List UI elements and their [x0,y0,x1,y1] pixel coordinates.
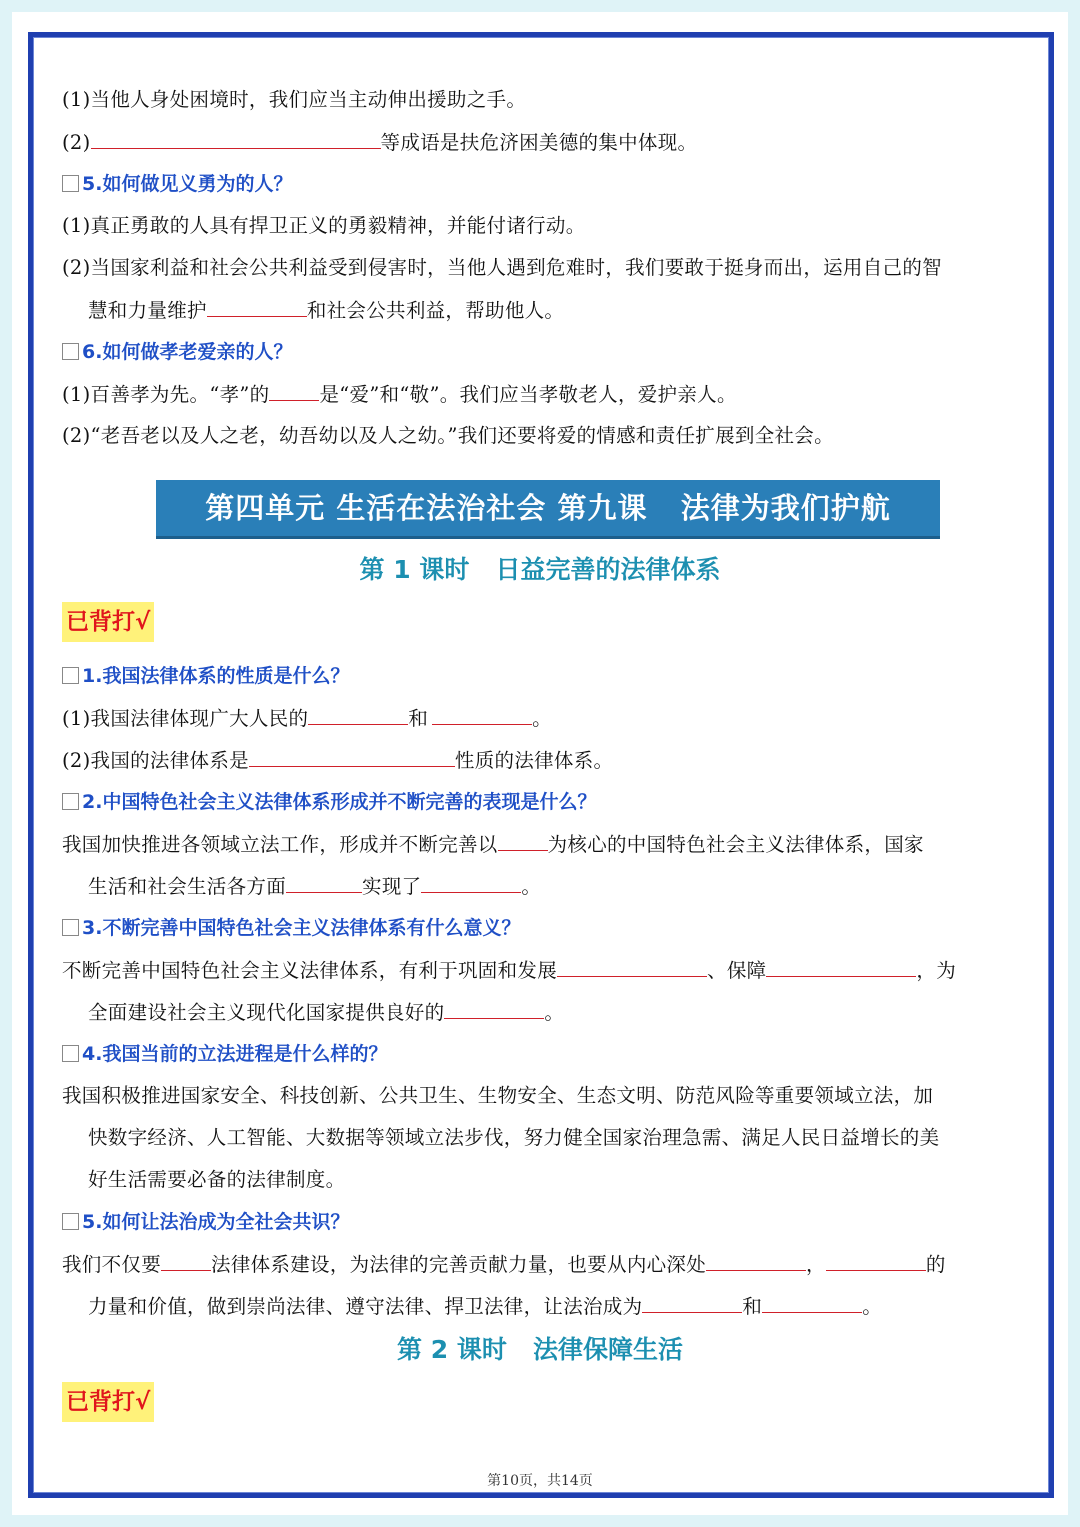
text-line [62,86,526,114]
answer-text: ，为 [916,959,957,982]
page-number: 第10页，共14页 [487,1473,593,1489]
worksheet-page [12,12,1068,1515]
text-line [88,296,564,325]
checkbox[interactable] [62,175,79,192]
answer-text: 我国积极推进国家安全、科技创新、公共卫生、生物安全、生态文明、防范风险等重要领域立法，加 [62,1084,934,1107]
question-text: 6.如何做孝老爱亲的人？ [82,341,293,363]
answer-text: 力量和价值，做到崇尚法律、遵守法律、捍卫法律，让法治成为 [88,1295,643,1318]
question-text: 3.不断完善中国特色社会主义法律体系有什么意义？ [82,917,521,939]
text-line [62,1082,933,1110]
question-heading [62,662,349,690]
answer-text: 我国加快推进各领域立法工作，形成并不断完善以 [62,833,498,856]
fill-blank[interactable] [826,1250,926,1271]
answer-text: (1)真正勇敢的人具有捍卫正义的勇毅精神，并能付诸行动。 [62,214,586,237]
fill-blank[interactable] [762,1292,862,1313]
checkbox[interactable] [62,667,79,684]
text-line [62,380,737,409]
lesson-title: 第 2 课时 法律保障生活 [397,1335,683,1364]
text-line [88,1124,939,1152]
text-line [88,872,541,901]
question-heading [62,170,292,198]
text-line [62,830,924,859]
answer-text: 生活和社会生活各方面 [88,875,287,898]
question-text: 1.我国法律体系的性质是什么？ [82,665,350,687]
question-heading [62,1040,387,1068]
checkbox[interactable] [62,1213,79,1230]
question-text: 4.我国当前的立法进程是什么样的？ [82,1043,388,1065]
answer-text: 慧和力量维护 [88,299,207,322]
fill-blank[interactable] [249,746,455,767]
answer-text: (2)我国的法律体系是 [62,749,249,772]
question-heading [62,1208,349,1236]
answer-text: 不断完善中国特色社会主义法律体系，有利于巩固和发展 [62,959,558,982]
answer-text: 。 [544,1001,565,1024]
fill-blank[interactable] [444,998,544,1019]
question-heading [62,788,596,816]
text-line [62,956,956,985]
checkbox[interactable] [62,919,79,936]
answer-text: 性质的法律体系。 [454,749,614,772]
fill-blank[interactable] [432,704,532,725]
checkbox[interactable] [62,793,79,810]
fill-blank[interactable] [766,956,916,977]
text-line [88,1166,345,1194]
answer-text: (2)当国家利益和社会公共利益受到侵害时，当他人遇到危难时，我们要敢于挺身而出，运用自己的智 [62,256,942,279]
unit-title-banner: 第四单元 生活在法治社会 第九课 法律为我们护航 [156,480,940,539]
answer-text: 全面建设社会主义现代化国家提供良好的 [88,1001,445,1024]
checkbox[interactable] [62,1045,79,1062]
memorized-stamp: 已背打√ [62,602,154,642]
answer-text: 是“爱”和“敬”。我们应当孝敬老人，爱护亲人。 [319,383,737,406]
lesson-title: 第 1 课时 日益完善的法律体系 [359,555,721,584]
text-line [62,422,834,450]
answer-text: 和 [408,707,429,730]
answer-text: 法律体系建设，为法律的完善贡献力量，也要从内心深处 [211,1253,707,1276]
text-line [62,704,552,733]
answer-text: (1)当他人身处困境时，我们应当主动伸出援助之手。 [62,88,527,111]
fill-blank[interactable] [642,1292,742,1313]
answer-text: 的 [925,1253,946,1276]
answer-text: (2) [62,131,91,154]
answer-text: 。 [521,875,542,898]
text-line [88,998,564,1027]
text-line [62,1250,946,1279]
answer-text: 、保障 [707,959,767,982]
answer-text: 和社会公共利益，帮助他人。 [306,299,565,322]
checkbox[interactable] [62,343,79,360]
answer-text: 等成语是扶危济困美德的集中体现。 [380,131,698,154]
question-heading [62,338,292,366]
answer-text: 为核心的中国特色社会主义法律体系，国家 [547,833,924,856]
fill-blank[interactable] [207,296,307,317]
answer-text: 快数字经济、人工智能、大数据等领域立法步伐，努力健全国家治理急需、满足人民日益增长的美 [88,1126,940,1149]
fill-blank[interactable] [421,872,521,893]
question-text: 2.中国特色社会主义法律体系形成并不断完善的表现是什么？ [82,791,597,813]
fill-blank[interactable] [269,380,319,401]
fill-blank[interactable] [286,872,362,893]
answer-text: 好生活需要必备的法律制度。 [88,1168,346,1191]
answer-text: ， [806,1253,826,1276]
question-heading [62,914,520,942]
fill-blank[interactable] [706,1250,806,1271]
text-line [62,128,697,157]
answer-text: 。 [862,1295,883,1318]
answer-text: 实现了 [362,875,422,898]
text-line [62,746,613,775]
text-line [62,212,586,240]
fill-blank[interactable] [498,830,548,851]
answer-text: (2)“老吾老以及人之老，幼吾幼以及人之幼。”我们还要将爱的情感和责任扩展到全社会。 [62,424,834,447]
fill-blank[interactable] [161,1250,211,1271]
answer-text: (1)百善孝为先。“孝”的 [62,383,270,406]
fill-blank[interactable] [557,956,707,977]
fill-blank[interactable] [91,128,381,149]
question-text: 5.如何让法治成为全社会共识？ [82,1211,350,1233]
answer-text: 我们不仅要 [62,1253,162,1276]
answer-text: 和 [742,1295,763,1318]
answer-text: 。 [532,707,552,730]
question-text: 5.如何做见义勇为的人？ [82,173,293,195]
answer-text: (1)我国法律体现广大人民的 [62,707,309,730]
fill-blank[interactable] [308,704,408,725]
text-line [88,1292,882,1321]
memorized-stamp: 已背打√ [62,1382,154,1422]
text-line [62,254,942,282]
